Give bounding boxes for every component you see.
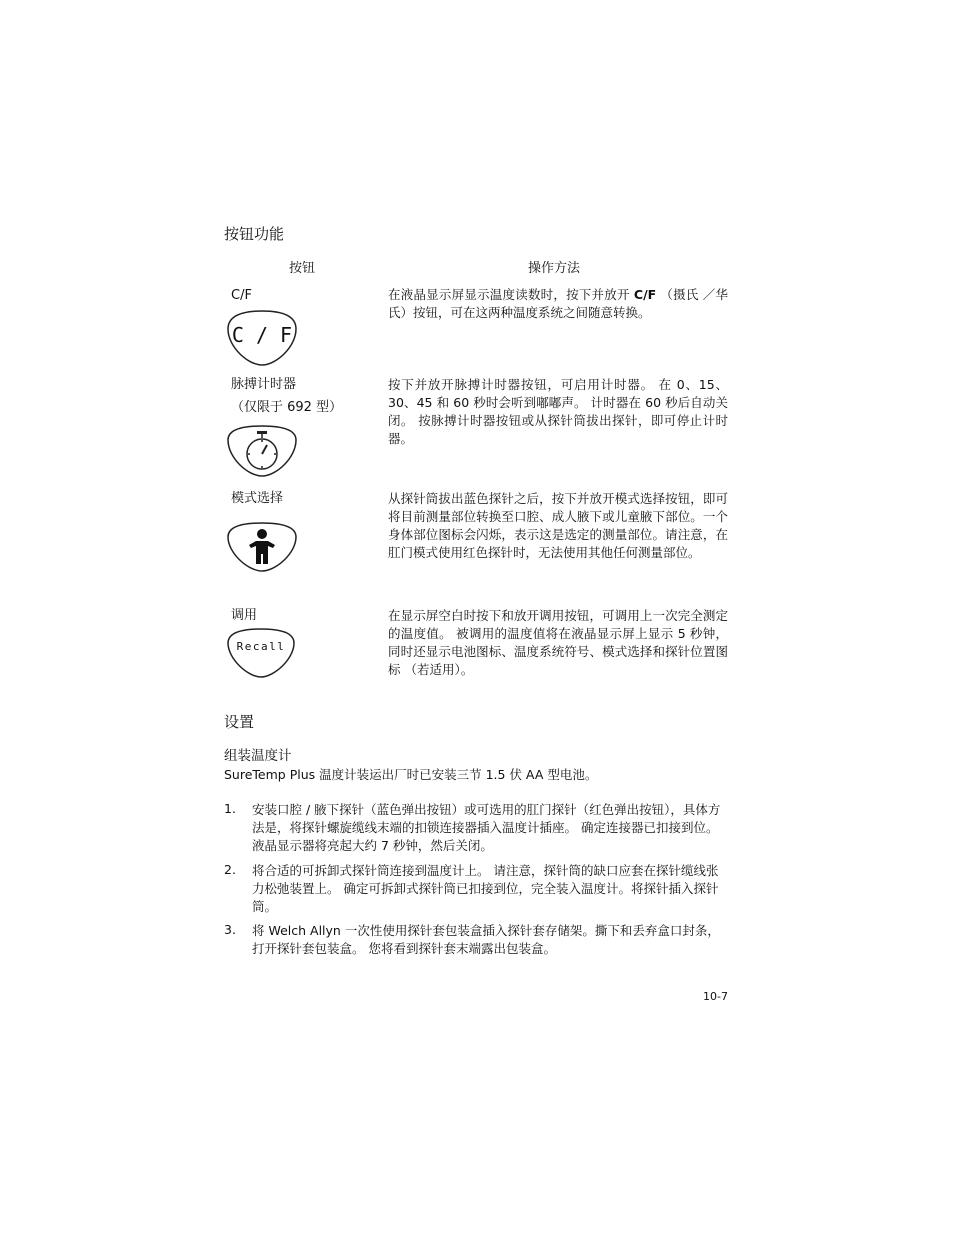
cf-button-icon bbox=[226, 309, 298, 367]
button-desc-recall: 在显示屏空白时按下和放开调用按钮，可调用上一次完全测定的温度值。 被调用的温度值将在液晶显示屏上显示 5 秒钟，同时还显示电池图标、温度系统符号、模式选择和探针位置图标 （若适用）。 bbox=[388, 608, 728, 677]
pulse-timer-icon bbox=[226, 424, 298, 478]
section-title-button-functions: 按钮功能 bbox=[224, 225, 285, 243]
button-desc-mode-select: 从探针筒拔出蓝色探针之后，按下并放开模式选择按钮，即可将目前测量部位转换至口腔、成人腋下或儿童腋下部位。一个身体部位图标会闪烁，表示这是选定的测量部位。请注意，在肛门模式使用红色探针时，无法使用其他任何测量部位。 bbox=[388, 491, 728, 560]
cf-icon-text: C / F bbox=[231, 323, 293, 347]
recall-icon-text: Recall bbox=[236, 640, 286, 653]
step-text: 安装口腔 / 腋下探针（蓝色弹出按钮）或可选用的肛门探针（红色弹出按钮），具体方法是，将探针螺旋缆线末端的扣锁连接器插入温度计插座。 确定连接器已扣接到位。 液晶显示器将亮起大约 7 秒钟，然后关闭。 bbox=[252, 802, 721, 853]
button-label-pulse-timer-note: （仅限于 692 型） bbox=[231, 400, 343, 415]
step-number: 1. bbox=[224, 801, 236, 816]
recall-button-icon bbox=[226, 627, 296, 679]
setup-intro: SureTemp Plus 温度计装运出厂时已安装三节 1.5 伏 AA 型电池。 bbox=[224, 767, 598, 782]
button-label-mode-select: 模式选择 bbox=[231, 491, 284, 506]
step-number: 3. bbox=[224, 922, 236, 937]
mode-select-icon bbox=[226, 521, 298, 573]
setup-subtitle: 组装温度计 bbox=[224, 748, 292, 764]
column-header-button: 按钮 bbox=[289, 261, 316, 276]
button-label-recall: 调用 bbox=[231, 608, 258, 623]
column-header-operation: 操作方法 bbox=[528, 261, 581, 276]
step-text: 将 Welch Allyn 一次性使用探针套包装盒插入探针套存储架。撕下和丢弃盒口封条，打开探针套包装盒。 您将看到探针套末端露出包装盒。 bbox=[252, 923, 720, 956]
button-label-cf: C/F bbox=[231, 288, 252, 303]
section-title-setup: 设置 bbox=[224, 713, 255, 731]
cf-bold-label: C/F bbox=[633, 287, 657, 302]
step-text: 将合适的可拆卸式探针筒连接到温度计上。 请注意，探针筒的缺口应套在探针缆线张力松弛装置上。 确定可拆卸式探针筒已扣接到位，完全装入温度计。将探针插入探针筒。 bbox=[252, 863, 719, 914]
button-desc-cf: 在液晶显示屏显示温度读数时，按下并放开 C/F （摄氏 ／华氏）按钮，可在这两种温度系统之间随意转换。 bbox=[388, 287, 728, 320]
button-desc-pulse-timer: 按下并放开脉搏计时器按钮，可启用计时器。 在 0、15、30、45 和 60 秒时会听到嘟嘟声。 计时器在 60 秒后自动关闭。 按脉搏计时器按钮或从探针筒拔出探针，即可停止计时器。 bbox=[388, 377, 728, 446]
page-number: 10-7 bbox=[703, 990, 728, 1003]
button-label-pulse-timer: 脉搏计时器 bbox=[231, 377, 297, 392]
step-number: 2. bbox=[224, 862, 236, 877]
